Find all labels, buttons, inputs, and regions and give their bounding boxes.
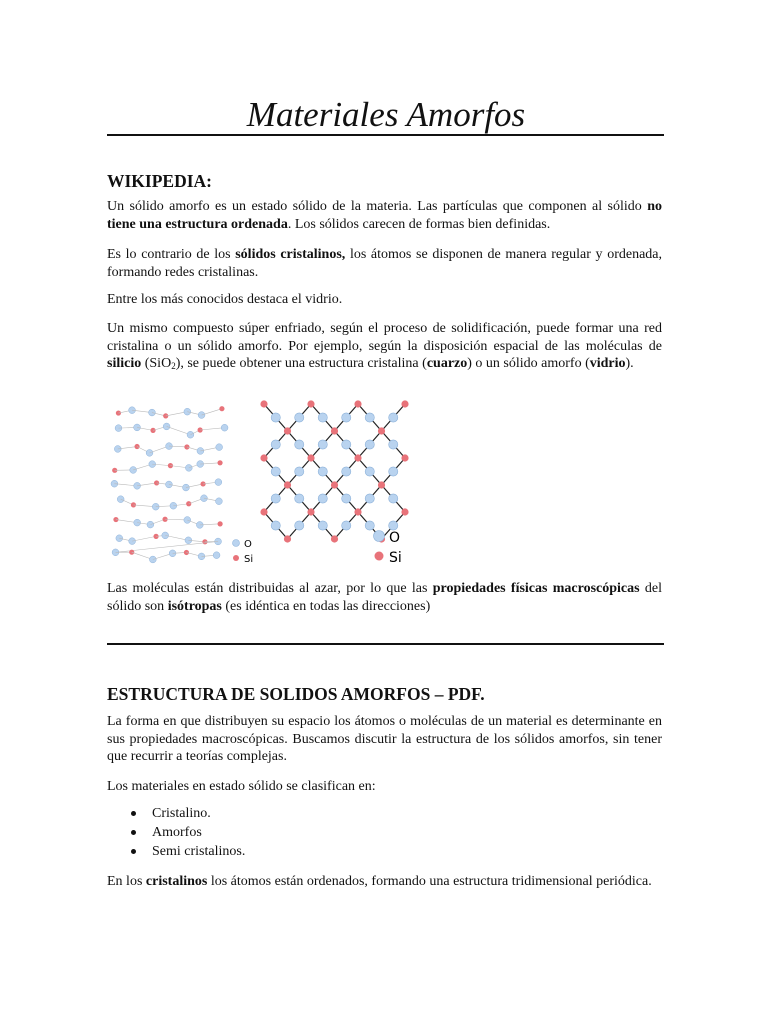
text-run: (es idéntica en todas las direcciones) [221,598,431,614]
text-run: Las moléculas están distribuidas al azar, por lo que las [107,581,433,596]
silicon-atom [116,410,121,415]
classification-list [107,804,245,861]
oxygen-atom [342,413,351,422]
text-run: ), se puede obtener una estructura cristalina ( [175,356,427,371]
silicon-atom [354,454,361,461]
silicon-legend-marker [375,552,384,561]
silicon-atom [401,454,408,461]
crystalline-legend [374,530,402,566]
list-item-label: Semi cristalinos. [152,844,246,859]
text-run: Un mismo compuesto súper enfriado, según el proceso de solidificación, puede formar una red cristalina o un sólido amorfo. Por ejemplo, según la disposición espacial de las moléculas de [107,321,662,354]
oxygen-atom [365,440,374,449]
bold-run: propiedades físicas macroscópicas [432,581,640,596]
section-heading-structure: ESTRUCTURA DE SOLIDOS AMORFOS – PDF. [107,684,485,704]
oxygen-atom [318,413,327,422]
silicon-atom [260,454,267,461]
oxygen-atom [318,467,327,476]
bullet-icon [131,811,136,816]
oxygen-atom [271,521,280,530]
bold-run: sólidos cristalinos, [235,247,346,262]
oxygen-atom [130,467,137,474]
silicon-atom [307,508,314,515]
bullet-icon [131,849,136,854]
silicon-atom [401,508,408,515]
list-item-label: Cristalino. [152,806,211,821]
silicon-atom [307,454,314,461]
bond-line [167,426,191,434]
oxygen-atom [295,521,304,530]
paragraph-crystalline-order [107,873,662,891]
oxygen-legend-marker [374,531,385,542]
silicon-atom [184,550,189,555]
oxygen-atom [216,498,223,505]
bold-run: vidrio [589,356,626,371]
oxygen-atom [318,440,327,449]
oxygen-atom [295,494,304,503]
silicon-atom [284,535,291,542]
silicon-legend-label: Si [244,554,254,565]
silicon-atom [217,460,222,465]
silicon-atom [378,481,385,488]
silicon-atom [260,400,267,407]
oxygen-atom [365,413,374,422]
bold-run: cuarzo [426,356,468,371]
amorphous-legend [233,539,254,565]
silicon-atom [401,400,408,407]
paragraph-classification: Los materiales en estado sólido se clasifican en: [107,779,376,794]
text-run: (SiO [141,356,172,371]
paragraph-silicon [107,320,662,373]
bond-line [200,428,225,430]
oxygen-atom [342,467,351,476]
silicon-atom [354,508,361,515]
oxygen-atom [216,444,223,451]
paragraph-crystalline [107,246,662,281]
oxygen-atom [213,552,220,559]
oxygen-atom [389,413,398,422]
bold-run: silicio [107,356,142,371]
oxygen-atom [197,448,204,455]
oxygen-atom [365,467,374,476]
oxygen-atom [221,424,228,431]
oxygen-atom [147,521,154,528]
silicon-legend-marker [233,555,239,561]
silica-structure-svg [104,398,414,570]
silica-structure-figure [104,398,414,570]
oxygen-atom [134,519,141,526]
silicon-atom [129,550,134,555]
oxygen-atom [116,535,123,542]
oxygen-atom [342,494,351,503]
text-run: Es lo contrario de los [107,247,236,262]
oxygen-legend-label: O [389,530,401,546]
silicon-atom [378,427,385,434]
oxygen-atom [146,449,153,456]
paragraph-glass: Entre los más conocidos destaca el vidrio. [107,292,343,307]
subscript: 2 [171,361,176,371]
oxygen-atom [271,467,280,476]
silicon-atom [284,481,291,488]
bold-run: cristalinos [145,874,208,889]
oxygen-atom [271,440,280,449]
title-rule [107,134,664,136]
silicon-legend-label: Si [389,550,402,566]
silicon-atom [331,535,338,542]
text-run: los átomos se disponen de manera regular y ordenada, formando redes cristalinas. [107,247,662,280]
text-run: En los [107,874,146,889]
list-item [107,823,245,842]
paragraph-isotropic [107,580,662,615]
oxygen-atom [295,467,304,476]
oxygen-atom [117,496,124,503]
oxygen-atom [295,440,304,449]
bold-run: no tiene una estructura ordenada [107,199,662,232]
silicon-atom [331,427,338,434]
oxygen-atom [365,494,374,503]
oxygen-atom [295,413,304,422]
list-item [107,842,245,861]
list-item [107,804,245,823]
oxygen-legend-label: O [244,539,252,550]
silicon-atom [219,406,224,411]
oxygen-atom [129,538,136,545]
oxygen-atom [389,440,398,449]
text-run: Un sólido amorfo es un estado sólido de la materia. Las partículas que componen al sólido [107,199,648,214]
bond-line [132,536,156,541]
text-run: ) o un sólido amorfo ( [467,356,590,371]
oxygen-atom [389,467,398,476]
oxygen-atom [184,408,191,415]
section-heading-wikipedia: WIKIPEDIA: [107,171,213,191]
oxygen-atom [389,521,398,530]
oxygen-atom [318,494,327,503]
bold-run: isótropas [167,598,222,614]
list-item-label: Amorfos [152,825,202,840]
document-title: Materiales Amorfos [246,95,526,134]
oxygen-atom [271,413,280,422]
text-run: ). [625,356,634,371]
silicon-atom [307,400,314,407]
oxygen-atom [215,479,222,486]
silicon-atom [218,521,223,526]
oxygen-atom [389,494,398,503]
oxygen-legend-marker [233,540,240,547]
paragraph-definition [107,198,662,233]
section-divider [107,643,664,645]
oxygen-atom [184,517,191,524]
silicon-atom [354,400,361,407]
amorphous-structure [111,406,228,563]
text-run: los átomos están ordenados, formando una estructura tridimensional periódica. [207,874,652,889]
bullet-icon [131,830,136,835]
silicon-atom [331,481,338,488]
silicon-atom [260,508,267,515]
bond-line [202,409,222,415]
oxygen-atom [342,521,351,530]
crystalline-structure [260,400,408,542]
text-run: . Los sólidos carecen de formas bien definidas. [287,216,551,232]
oxygen-atom [342,440,351,449]
oxygen-atom [365,521,374,530]
oxygen-atom [271,494,280,503]
oxygen-atom [318,521,327,530]
text-run: del sólido son [107,581,662,614]
silicon-atom [284,427,291,434]
paragraph-distribution: La forma en que distribuyen su espacio los átomos o moléculas de un material es determinante en sus propiedades macroscópicas. Buscamos discutir la estructura de los sólidos amorfos, sin tener que recurrir a teorías complejas. [107,714,662,764]
